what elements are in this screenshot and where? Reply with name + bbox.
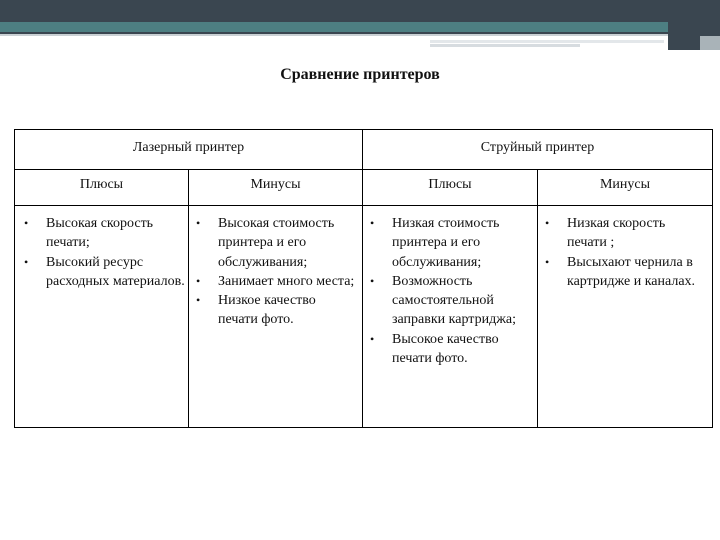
subheader-inkjet-pros: Плюсы <box>428 177 472 192</box>
subheader-laser-pros: Плюсы <box>79 177 124 192</box>
list-item: • Низкая стоимость принтера и его обслуживания; <box>370 214 535 272</box>
list-laser-pros <box>24 214 186 291</box>
header-divider <box>0 34 668 36</box>
list-item: • Высыхают чернила в картридже и каналах. <box>545 253 705 292</box>
table-divider <box>537 169 538 427</box>
list-inkjet-cons <box>545 214 705 291</box>
list-item: • Высокое качество печати фото. <box>370 330 535 369</box>
list-item: • Занимает много места; <box>196 272 356 291</box>
list-item: • Низкое качество печати фото. <box>196 291 356 330</box>
list-item: • Высокий ресурс расходных материалов. <box>24 253 186 292</box>
decorative-line <box>430 44 580 47</box>
decorative-line <box>430 40 664 43</box>
table-divider <box>15 169 712 170</box>
table-divider <box>188 169 189 427</box>
header-accent-stripe <box>0 22 720 32</box>
list-item: • Низкая скорость печати ; <box>545 214 705 253</box>
list-item: • Высокая стоимость принтера и его обслуживания; <box>196 214 356 272</box>
list-inkjet-pros <box>370 214 535 368</box>
group-header-laser: Лазерный принтер <box>132 140 245 155</box>
comparison-table <box>14 129 713 428</box>
header-corner-light <box>700 36 720 50</box>
group-header-inkjet: Струйный принтер <box>480 140 595 155</box>
list-item: • Возможность самостоятельной заправки картриджа; <box>370 272 535 330</box>
table-divider <box>15 205 712 206</box>
subheader-inkjet-cons: Минусы <box>599 177 651 192</box>
subheader-laser-cons: Минусы <box>250 177 301 192</box>
list-item: • Высокая скорость печати; <box>24 214 186 253</box>
list-laser-cons <box>196 214 356 330</box>
table-divider <box>362 130 363 427</box>
page-title: Сравнение принтеров <box>280 66 440 83</box>
